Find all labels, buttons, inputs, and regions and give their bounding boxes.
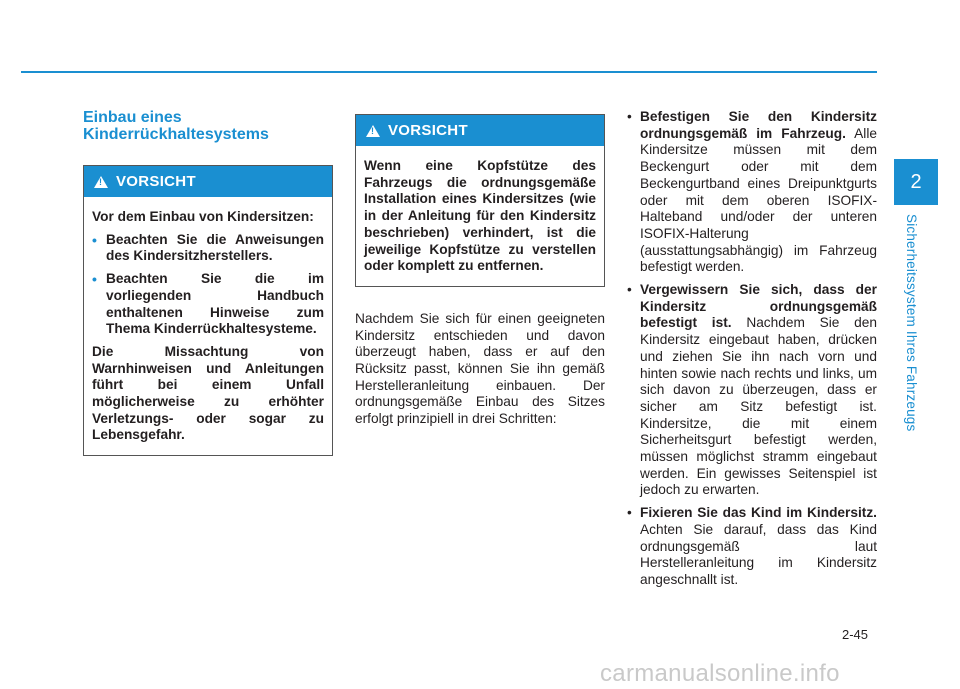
step-item: [627, 282, 877, 499]
intro-paragraph: Nachdem Sie sich für einen geeigneten Kindersitz entschieden und davon überzeugt haben, dass er auf den Rücksitz passt, können Sie ihn gemäß Herstelleranleitung einbauen. Der ordnungsgemäße Einbau des Sitzes erfolgt prinzipiell in drei Schritten:: [355, 310, 605, 427]
column-middle: [355, 109, 605, 428]
section-heading-line2: Kinderrückhaltesystems: [83, 126, 269, 143]
step-lead: Fixieren Sie das Kind im Kindersitz.: [640, 505, 877, 521]
chapter-title: Sicherheitssystem Ihres Fahrzeugs: [904, 214, 919, 432]
chapter-number: 2: [910, 170, 922, 193]
caution-intro: Vor dem Einbau von Kindersitzen:: [92, 209, 314, 224]
caution-text-2: Wenn eine Kopfstütze des Fahrzeugs die ordnungsgemäße Installation eines Kindersitzes (wie in der Anleitung für den Kindersitz beschrieben) verhindert, ist die jeweilige Kopfstütze zu verstellen oder komplett zu entfernen.: [364, 158, 596, 274]
caution-box-1: [83, 165, 333, 456]
caution-header-1: [84, 166, 332, 197]
step-text: Alle Kindersitze müssen mit dem Beckengurt oder mit dem Beckengurtband eines Dreipunktgurts oder mit dem oberen ISOFIX-Halteband und/oder der unteren ISOFIX-Halterung (ausstattungsabhängig) im Fahrzeug befestigt werden.: [640, 125, 877, 275]
section-heading: [83, 109, 333, 143]
caution-header-2: [356, 115, 604, 146]
top-rule: [21, 71, 877, 73]
step-text: Achten Sie darauf, dass das Kind ordnungsgemäß laut Herstelleranleitung im Kindersitz angeschnallt ist.: [640, 521, 877, 587]
caution-box-2: [355, 114, 605, 287]
column-left: [83, 109, 333, 456]
step-lead: Befestigen Sie den Kindersitz ordnungsgemäß im Fahrzeug.: [640, 109, 877, 141]
caution-bullets: [92, 232, 324, 338]
column-right: [627, 109, 877, 595]
caution-body-1: [84, 197, 332, 455]
caution-closing: Die Missachtung von Warnhinweisen und Anleitungen führt bei einem Unfall möglicherweise zu erhöhter Verletzungs- oder sogar zu Lebensgefahr.: [92, 343, 324, 443]
warning-triangle-icon: [94, 176, 108, 188]
caution-body-2: [356, 146, 604, 286]
section-heading-line1: Einbau eines: [83, 109, 182, 126]
warning-triangle-icon: [366, 125, 380, 137]
caution-bullet: • Beachten Sie die Anweisungen des Kindersitzherstellers.: [92, 232, 324, 265]
chapter-tab: [894, 159, 938, 205]
step-text: Nachdem Sie den Kindersitz eingebaut haben, drücken und ziehen Sie ihn nach vorn und hinten sowie nach rechts und links, um sich davon zu überzeugen, dass er sicher am Sitz befestigt ist. Kindersitze, die mit einem Sicherheitsgurt befestigt werden, müssen möglichst stramm eingebaut werden. Ein gewisses Seitenspiel ist jedoch zu erwarten.: [640, 315, 877, 498]
step-item: [627, 109, 877, 276]
installation-steps: [627, 109, 877, 589]
caution-bullet: • Beachten Sie die im vorliegenden Handbuch enthaltenen Hinweise zum Thema Kinderrückhaltesysteme.: [92, 271, 324, 338]
page-number: 2-45: [842, 627, 869, 642]
step-item: [627, 505, 877, 589]
watermark: carmanualsonline.info: [600, 660, 840, 687]
caution-label-2: VORSICHT: [388, 122, 468, 139]
step-lead: Vergewissern Sie sich, dass der Kindersitz ordnungsgemäß befestigt ist.: [640, 282, 877, 331]
caution-label-1: VORSICHT: [116, 173, 196, 190]
